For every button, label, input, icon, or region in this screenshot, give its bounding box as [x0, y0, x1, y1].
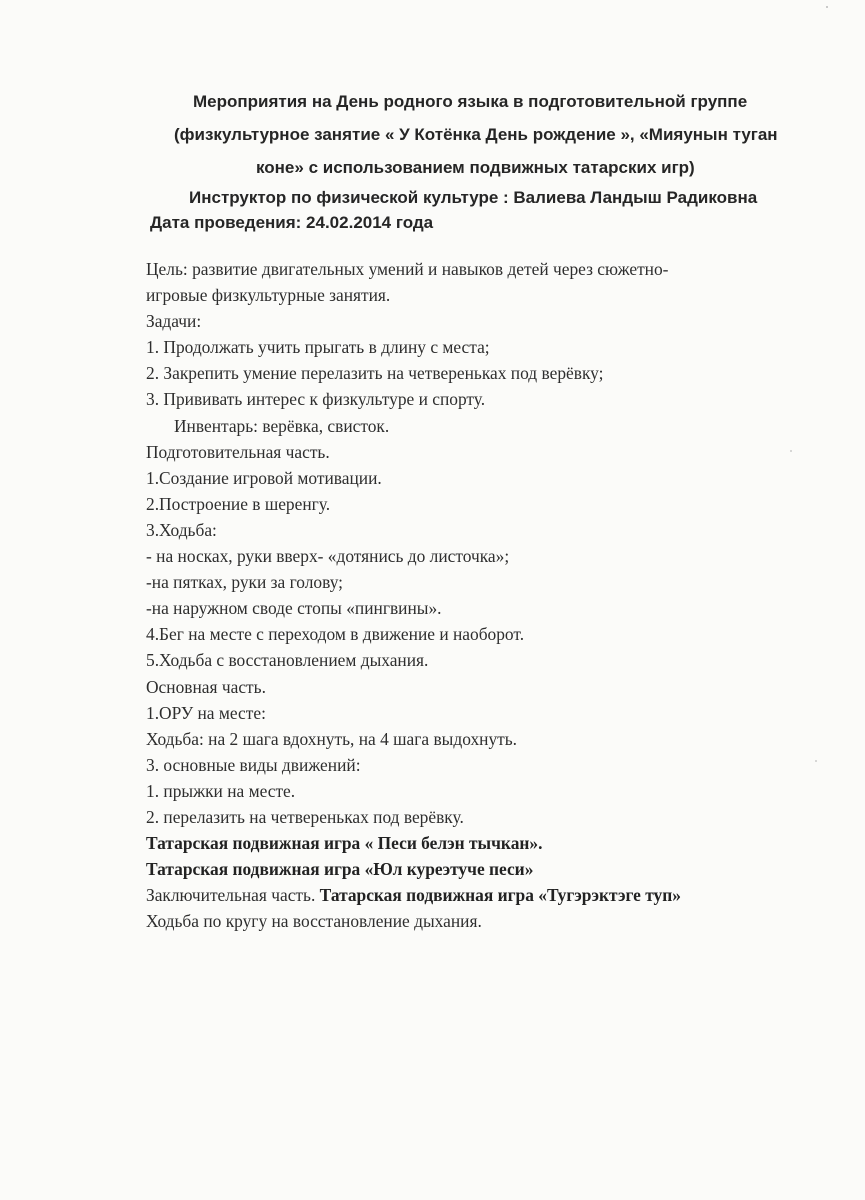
- prep-item: 4.Бег на месте с переходом в движение и наоборот.: [146, 624, 525, 645]
- section-heading-final: Заключительная часть.: [146, 885, 316, 906]
- instructor-line: Инструктор по физической культуре : Валиева Ландыш Радиковна: [189, 188, 758, 207]
- title-line-1: Мероприятия на День родного языка в подготовительной группе: [193, 92, 748, 111]
- game-line: [146, 856, 836, 882]
- task-item: 2. Закрепить умение перелазить на четвереньках под верёвку;: [146, 363, 604, 384]
- section-heading-main: Основная часть.: [146, 676, 266, 697]
- section-heading-prep: Подготовительная часть.: [146, 441, 330, 462]
- walk-item: -на наружном своде стопы «пингвины».: [146, 598, 442, 619]
- prep-item: 2.Построение в шеренгу.: [146, 493, 331, 514]
- date-line: Дата проведения: 24.02.2014 года: [150, 213, 434, 232]
- main-item: 3. основные виды движений:: [146, 754, 361, 775]
- prep-item: 1.Создание игровой мотивации.: [146, 467, 382, 488]
- move-item: 1. прыжки на месте.: [146, 780, 296, 801]
- inventory-line: Инвентарь: верёвка, свисток.: [174, 415, 390, 436]
- scan-speck: [790, 450, 792, 452]
- walk-item: - на носках, руки вверх- «дотянись до листочка»;: [146, 546, 510, 567]
- game-title: Татарская подвижная игра «Тугэрэктэге туп»: [315, 885, 681, 906]
- prep-item: 3.Ходьба:: [146, 519, 217, 540]
- task-item: 3. Прививать интерес к физкультуре и спорту.: [146, 389, 486, 410]
- walk-item: -на пятках, руки за голову;: [146, 572, 344, 593]
- final-line: [146, 882, 836, 908]
- goal-text: развитие двигательных умений и навыков детей через сюжетно-: [187, 259, 669, 279]
- main-item: Ходьба: на 2 шага вдохнуть, на 4 шага выдохнуть.: [146, 728, 518, 749]
- goal-line: [146, 256, 836, 282]
- move-item: 2. перелазить на четвереньках под верёвку.: [146, 806, 464, 827]
- goal-line-continued: игровые физкультурные занятия.: [146, 285, 391, 306]
- game-line: [146, 830, 836, 856]
- final-walk-line: Ходьба по кругу на восстановление дыхания.: [146, 911, 482, 932]
- prep-item: 5.Ходьба с восстановлением дыхания.: [146, 650, 429, 671]
- tasks-label: Задачи:: [146, 311, 202, 332]
- scan-speck: [815, 760, 817, 762]
- main-item: 1.ОРУ на месте:: [146, 702, 266, 723]
- document-body: [146, 256, 836, 934]
- game-title: Татарская подвижная игра « Песи белэн тычкан».: [146, 833, 543, 854]
- game-title: Татарская подвижная игра «Юл куреэтуче песи»: [146, 859, 534, 880]
- goal-label: Цель:: [146, 259, 188, 279]
- scan-speck: [826, 6, 828, 8]
- title-line-2: (физкультурное занятие « У Котёнка День рождение », «Мияунын туган: [174, 125, 778, 144]
- task-item: 1. Продолжать учить прыгать в длину с места;: [146, 337, 490, 358]
- title-line-3: коне» с использованием подвижных татарских игр): [256, 158, 695, 177]
